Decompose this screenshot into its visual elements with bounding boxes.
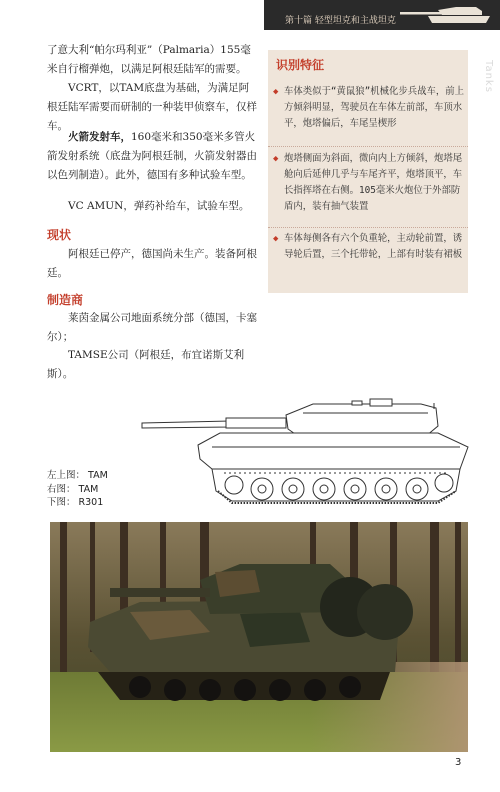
manufacturer-1: 莱茵金属公司地面系统分部（德国，卡塞尔）； — [47, 312, 257, 343]
bullet-icon: ◆ — [273, 154, 279, 164]
figure-captions — [47, 469, 108, 510]
bullet-icon: ◆ — [273, 87, 279, 97]
id-feature-2: ◆ 炮塔侧面为斜面，微向内上方倾斜，炮塔尾舱向后延伸几乎与车尾齐平，炮塔顶平，车长指挥塔在右侧。105毫米火炮位于外部防盾内，装有抽气装置 — [273, 153, 463, 212]
divider — [268, 146, 468, 147]
bullet-icon: ◆ — [273, 234, 279, 244]
paragraph-vc-amun: VC AMUN，弹药补给车，试验车型。 — [68, 200, 250, 212]
side-watermark: Tanks — [483, 60, 494, 93]
status-text: 阿根廷已停产，德国尚未生产。装备阿根廷。 — [47, 248, 257, 279]
running-header: 第十篇 轻型坦克和主战坦克 — [285, 16, 396, 26]
rocket-launcher-term: 火箭发射车， — [68, 131, 131, 143]
page-number: 3 — [455, 757, 462, 768]
caption-bottom: 下图： R301 — [47, 497, 104, 508]
status-heading: 现状 — [47, 228, 72, 242]
identification-title: 识别特征 — [276, 58, 325, 72]
manufacturer-2: TAMSE公司（阿根廷，布宜诺斯艾利斯）。 — [47, 349, 245, 380]
manufacturer-heading: 制造商 — [47, 293, 84, 307]
paragraph-rocket-launcher — [47, 128, 259, 185]
paragraph-palmaria: 了意大利“帕尔玛利亚”（Palmaria）155毫米自行榴弹炮，以满足阿根廷陆军的需要。 — [47, 44, 251, 75]
rocket-launcher-desc: 160毫米和350毫米多管火箭发射系统（底盘为阿根廷制，火箭发射器由以色列制造）。此外，德国有多种试验车型。 — [47, 131, 257, 181]
caption-right: 右图： TAM — [47, 483, 99, 495]
id-feature-3: ◆ 车体每侧各有六个负重轮，主动轮前置，诱导轮后置，三个托带轮，上部有时装有裙板 — [273, 233, 463, 260]
tank-silhouette-icon — [398, 4, 494, 26]
paragraph-vcrt: VCRT，以TAM底盘为基础，为满足阿根廷陆军需要而研制的一种装甲侦察车，仅样车。 — [47, 82, 257, 132]
divider — [268, 227, 468, 228]
tank-photo — [50, 522, 468, 752]
caption-top-left: 左上图： TAM — [47, 470, 108, 481]
id-feature-1: ◆ 车体类似于“黄鼠狼”机械化步兵战车，前上方倾斜明显，驾驶员在车体左前部，车顶水平，炮塔偏后，车尾呈楔形 — [273, 86, 465, 129]
tank-line-drawing — [138, 395, 472, 507]
